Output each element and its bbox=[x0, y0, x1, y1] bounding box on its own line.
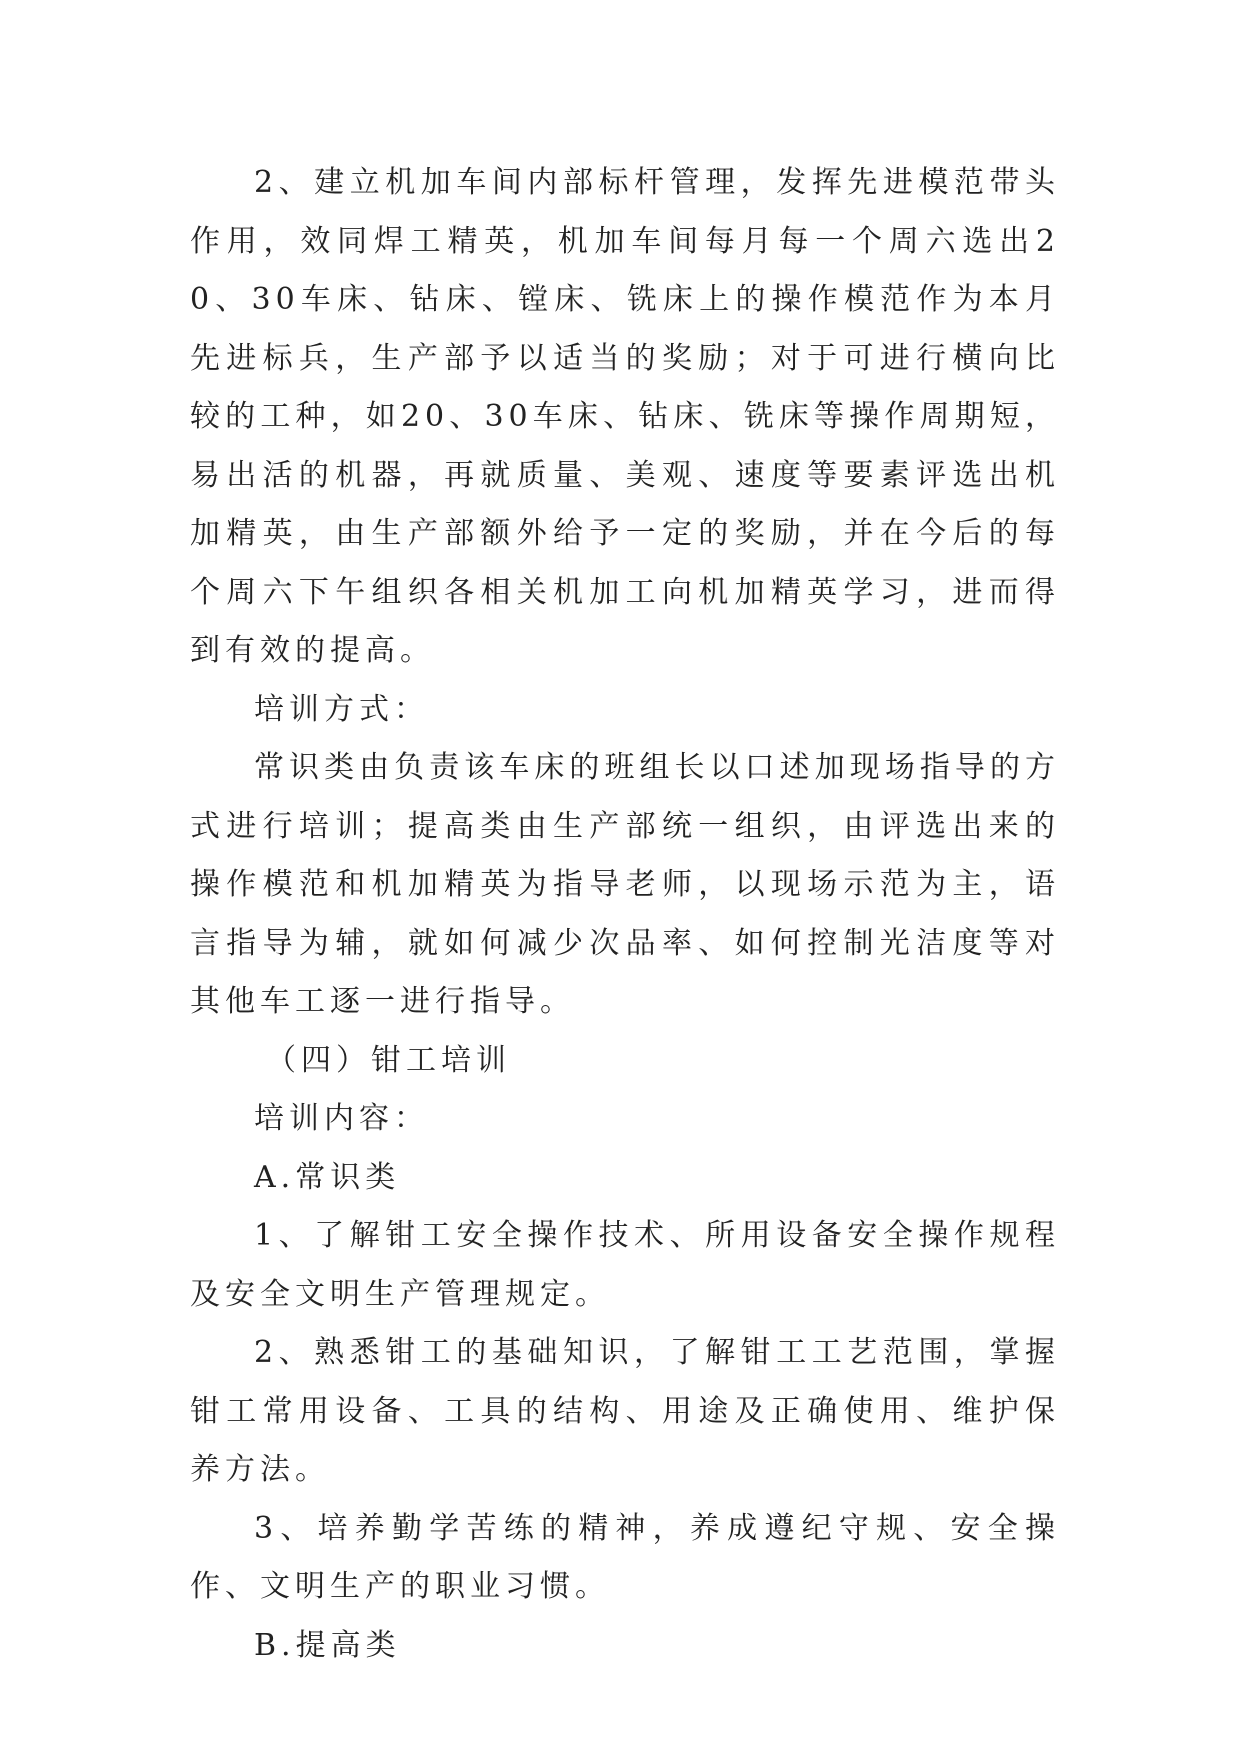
list-item-1: 1、了解钳工安全操作技术、所用设备安全操作规程及安全文明生产管理规定。 bbox=[190, 1218, 1060, 1312]
paragraph-training-method-heading: 培训方式： bbox=[254, 691, 429, 727]
subheading-improvement: B.提高类 bbox=[254, 1627, 401, 1663]
paragraph-training-content-heading: 培训内容： bbox=[254, 1101, 429, 1136]
document-body bbox=[190, 154, 1060, 1675]
subheading-general-knowledge: A.常识类 bbox=[254, 1159, 401, 1195]
paragraph-benchmark-management: 2、建立机加车间内部标杆管理，发挥先进模范带头作用，效同焊工精英，机加车间每月每一个周六选出20、30车床、钻床、镗床、铣床上的操作模范作为本月先进标兵，生产部予以适当的奖励；对于可进行横向比较的工种，如20、30车床、钻床、铣床等操作周期短，易出活的机器，再就质量、美观、速度等要素评选出机加精英，由生产部额外给予一定的奖励，并在今后的每个周六下午组织各相关机加工向机加精英学习，进而得到有效的提高。 bbox=[190, 165, 1060, 668]
list-item-2: 2、熟悉钳工的基础知识，了解钳工工艺范围，掌握钳工常用设备、工具的结构、用途及正确使用、维护保养方法。 bbox=[190, 1335, 1060, 1487]
list-item-3: 3、培养勤学苦练的精神，养成遵纪守规、安全操作、文明生产的职业习惯。 bbox=[190, 1510, 1060, 1604]
paragraph-training-method: 常识类由负责该车床的班组长以口述加现场指导的方式进行培训；提高类由生产部统一组织，由评选出来的操作模范和机加精英为指导老师，以现场示范为主，语言指导为辅，就如何减少次品率、如何控制光洁度等对其他车工逐一进行指导。 bbox=[190, 750, 1060, 1019]
section-heading-fitter-training: （四）钳工培训 bbox=[266, 1042, 511, 1078]
